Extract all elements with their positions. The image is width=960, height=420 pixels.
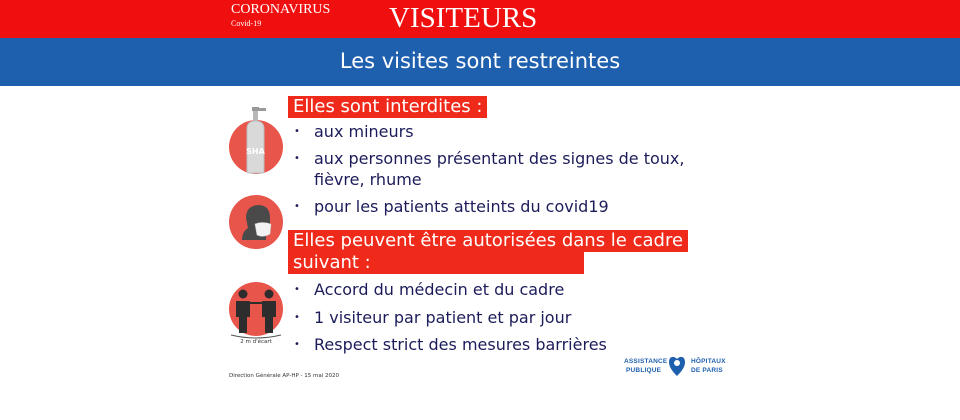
forbidden-item-symptoms-cont: fièvre, rhume [314, 170, 422, 189]
coronavirus-label: CORONAVIRUS [231, 2, 331, 17]
sha-label: SHA [246, 147, 265, 156]
allowed-heading-cont [288, 252, 584, 274]
distance-label: 2 m d'écart [240, 339, 272, 345]
allowed-heading-line1: Elles peuvent être autorisées dans le cadre [293, 230, 684, 251]
forbidden-heading: Elles sont interdites : [288, 96, 487, 118]
face-mask-icon [228, 194, 284, 250]
page-title: VISITEURS [389, 2, 538, 34]
allowed-item-one-visitor: 1 visiteur par patient et par jour [314, 308, 572, 327]
bullet-icon: • [294, 312, 300, 323]
logo-hopitaux: HÔPITAUX [691, 358, 726, 365]
hand-sanitizer-icon [228, 107, 284, 175]
allowed-item-agreement: Accord du médecin et du cadre [314, 280, 565, 299]
allowed-heading-line2: suivant : [293, 252, 371, 273]
page-subtitle: Les visites sont restreintes [339, 49, 621, 73]
covid-label: Covid-19 [231, 19, 262, 28]
forbidden-item-symptoms: aux personnes présentant des signes de toux, [314, 149, 685, 168]
social-distance-icon [228, 281, 286, 345]
heart-logo-icon [669, 354, 685, 378]
footer-date: Direction Générale AP-HP - 15 mai 2020 [229, 373, 340, 379]
logo-assistance: ASSISTANCE [624, 358, 668, 365]
aphp-logo [624, 354, 736, 380]
forbidden-item-minors: aux mineurs [314, 122, 414, 141]
logo-de-paris: DE PARIS [691, 367, 723, 374]
top-banner [0, 0, 960, 38]
bullet-icon: • [294, 201, 300, 212]
allowed-heading [288, 230, 688, 252]
forbidden-item-covid: pour les patients atteints du covid19 [314, 197, 609, 216]
allowed-item-barriers: Respect strict des mesures barrières [314, 335, 607, 354]
bullet-icon: • [294, 284, 300, 295]
bullet-icon: • [294, 126, 300, 137]
logo-publique: PUBLIQUE [626, 367, 662, 374]
bullet-icon: • [294, 339, 300, 350]
bullet-icon: • [294, 153, 300, 164]
